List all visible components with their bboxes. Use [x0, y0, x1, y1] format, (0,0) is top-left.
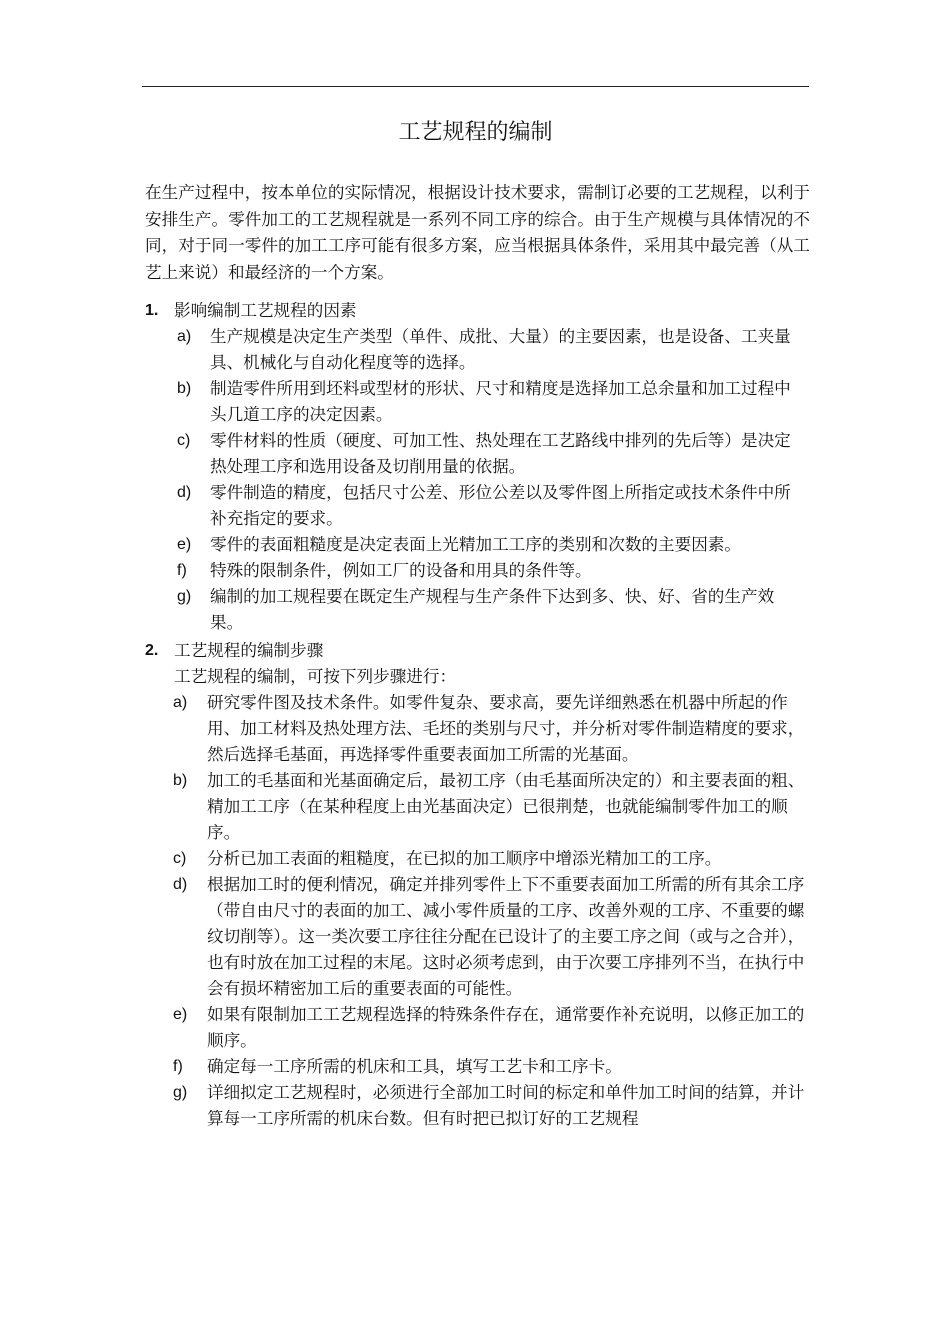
section-title: 工艺规程的编制步骤	[174, 641, 324, 660]
list-item	[145, 376, 805, 428]
header-rule	[142, 86, 809, 87]
item-text: 编制的加工规程要在既定生产规程与生产条件下达到多、快、好、省的生产效果。	[210, 587, 775, 632]
item-text: 研究零件图及技术条件。如零件复杂、要求高，要先详细熟悉在机器中所起的作用、加工材料及热处理方法、毛坯的类别与尺寸，并分析对零件制造精度的要求，然后选择毛基面，再选择零件重要表面加工所需的光基面。	[207, 693, 805, 764]
list-item	[145, 690, 805, 768]
factor-list	[145, 324, 805, 636]
section-number: 1.	[145, 302, 159, 319]
item-text: 特殊的限制条件，例如工厂的设备和用具的条件等。	[210, 561, 592, 580]
list-item	[145, 768, 805, 846]
item-marker: b)	[173, 772, 188, 789]
item-text: 制造零件所用到坯料或型材的形状、尺寸和精度是选择加工总余量和加工过程中头几道工序的决定因素。	[210, 379, 791, 424]
item-marker: d)	[173, 876, 188, 893]
item-marker: g)	[177, 588, 192, 605]
item-marker: e)	[173, 1006, 188, 1023]
page-title: 工艺规程的编制	[398, 120, 553, 145]
item-text: 零件制造的精度，包括尺寸公差、形位公差以及零件图上所指定或技术条件中所补充指定的要求。	[210, 483, 791, 528]
item-text: 零件材料的性质（硬度、可加工性、热处理在工艺路线中排列的先后等）是决定热处理工序和选用设备及切削用量的依据。	[210, 431, 791, 476]
item-text: 分析已加工表面的粗糙度，在已拟的加工顺序中增添光精加工的工序。	[207, 849, 722, 868]
item-text: 零件的表面粗糙度是决定表面上光精加工工序的类别和次数的主要因素。	[210, 535, 741, 554]
item-marker: b)	[177, 380, 192, 397]
item-text: 生产规模是决定生产类型（单件、成批、大量）的主要因素，也是设备、工夹量具、机械化与自动化程度等的选择。	[210, 327, 791, 372]
section-steps	[145, 638, 825, 1132]
item-marker: e)	[177, 536, 192, 553]
item-marker: a)	[177, 328, 192, 345]
list-item	[145, 480, 805, 532]
item-text: 加工的毛基面和光基面确定后，最初工序（由毛基面所决定的）和主要表面的粗、精加工工序（在某种程度上由光基面决定）已很荆楚，也就能编制零件加工的顺序。	[207, 771, 805, 842]
item-marker: d)	[177, 484, 192, 501]
section-factors	[145, 298, 825, 636]
list-item	[145, 1054, 805, 1080]
list-item	[145, 584, 805, 636]
intro-paragraph: 在生产过程中，按本单位的实际情况，根据设计技术要求，需制订必要的工艺规程，以利于安排生产。零件加工的工艺规程就是一系列不同工序的综合。由于生产规模与具体情况的不同，对于同一零件的加工工序可能有很多方案，应当根据具体条件，采用其中最完善（从工艺上来说）和最经济的一个方案。	[145, 183, 810, 282]
list-item	[145, 324, 805, 376]
item-marker: a)	[173, 694, 188, 711]
item-text: 确定每一工序所需的机床和工具，填写工艺卡和工序卡。	[207, 1057, 622, 1076]
step-list	[145, 690, 805, 1132]
item-marker: c)	[173, 850, 187, 867]
list-item	[145, 558, 805, 584]
section-heading	[145, 638, 825, 664]
item-marker: f)	[173, 1058, 183, 1075]
item-marker: c)	[177, 432, 191, 449]
list-item	[145, 1080, 805, 1132]
item-text: 如果有限制加工工艺规程选择的特殊条件存在，通常要作补充说明，以修正加工的顺序。	[207, 1005, 805, 1050]
list-item	[145, 428, 805, 480]
item-text: 根据加工时的便利情况，确定并排列零件上下不重要表面加工所需的所有其余工序（带自由尺寸的表面的加工、减小零件质量的工序、改善外观的工序、不重要的螺纹切削等）。这一类次要工序往往分配在已设计了的主要工序之间（或与之合并），也有时放在加工过程的末尾。这时必须考虑到，由于次要工序排列不当，在执行中会有损坏精密加工后的重要表面的可能性。	[207, 875, 805, 998]
list-item	[145, 532, 900, 558]
section-heading	[145, 298, 825, 324]
list-item	[145, 846, 805, 872]
list-item	[145, 1002, 805, 1054]
item-text: 详细拟定工艺规程时，必须进行全部加工时间的标定和单件加工时间的结算，并计算每一工序所需的机床台数。但有时把已拟订好的工艺规程	[207, 1083, 805, 1128]
list-item	[145, 872, 805, 1002]
item-marker: f)	[177, 562, 187, 579]
section-lead: 工艺规程的编制，可按下列步骤进行：	[174, 667, 457, 686]
section-number: 2.	[145, 642, 159, 659]
section-title: 影响编制工艺规程的因素	[174, 301, 357, 320]
item-marker: g)	[173, 1084, 188, 1101]
